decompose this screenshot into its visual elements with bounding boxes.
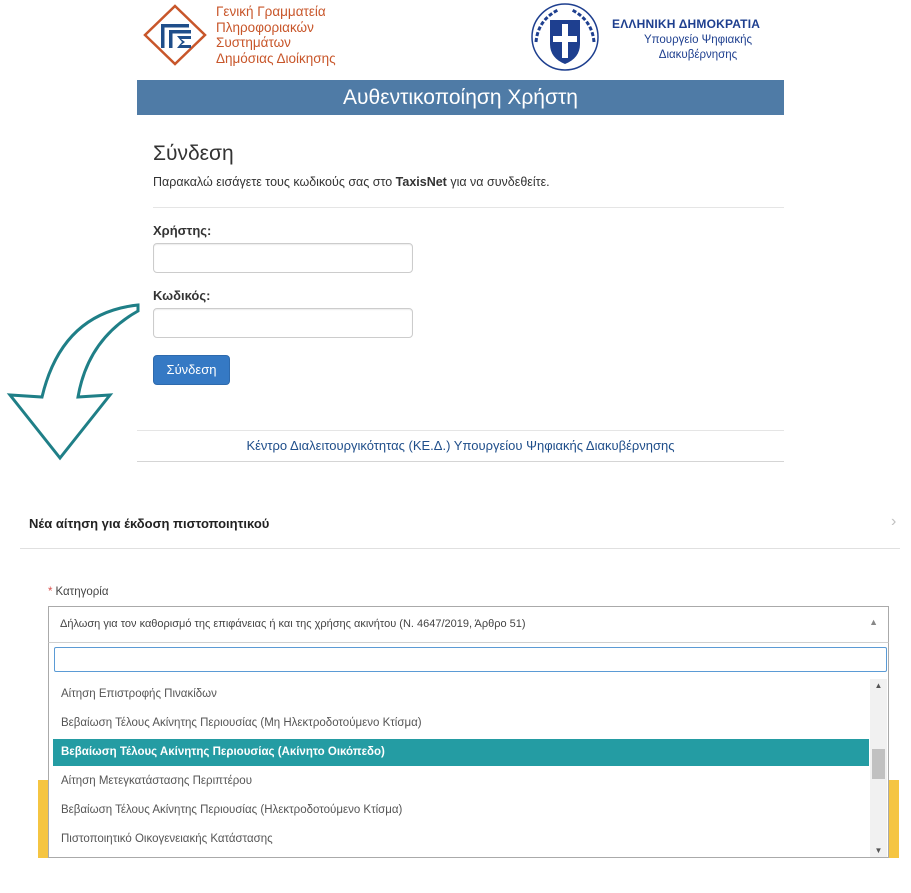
ked-footer-link[interactable]: Κέντρο Διαλειτουργικότητας (ΚΕ.Δ.) Υπουργείου Ψηφιακής Διακυβέρνησης <box>246 438 675 453</box>
dropdown-option[interactable]: Πιστοποιητικό Οικογενειακής Κατάστασης <box>61 833 273 845</box>
category-label <box>48 586 109 598</box>
divider <box>137 461 784 462</box>
dropdown-option[interactable]: Βεβαίωση Τέλους Ακίνητης Περιουσίας (Μη Ηλεκτροδοτούμενο Κτίσμα) <box>61 717 422 729</box>
gsis-logo <box>143 4 363 68</box>
dropdown-scrollbar[interactable] <box>870 679 887 858</box>
gov-title: ΕΛΛΗΝΙΚΗ ΔΗΜΟΚΡΑΤΙΑ <box>612 17 761 31</box>
category-dropdown <box>48 643 889 858</box>
category-selected-value: Δήλωση για τον καθορισμό της επιφάνειας ή και της χρήσης ακινήτου (Ν. 4647/2019, Άρθρο 51) <box>60 618 526 630</box>
scrollbar-thumb[interactable] <box>872 749 885 779</box>
category-label-text: Κατηγορία <box>55 586 109 598</box>
gov-logo <box>528 2 778 72</box>
greek-coat-of-arms-icon <box>528 2 602 72</box>
divider <box>153 207 784 208</box>
login-button[interactable]: Σύνδεση <box>153 355 230 385</box>
caret-up-icon: ▲ <box>869 617 878 627</box>
new-application-title: Νέα αίτηση για έκδοση πιστοποιητικού <box>29 516 270 531</box>
yellow-accent-bar <box>889 780 899 858</box>
login-description-before: Παρακαλώ εισάγετε τους κωδικούς σας στο <box>153 175 396 189</box>
dropdown-search-input[interactable] <box>54 647 887 672</box>
divider <box>20 548 900 549</box>
yellow-accent-bar <box>38 780 48 858</box>
chevron-right-icon[interactable]: › <box>891 513 897 530</box>
curved-down-arrow-icon <box>0 295 150 465</box>
dropdown-option-highlighted[interactable]: Βεβαίωση Τέλους Ακίνητης Περιουσίας (Ακίνητο Οικόπεδο) <box>53 739 869 766</box>
username-input[interactable] <box>153 243 413 273</box>
gsis-logo-text: Γενική Γραμματεία Πληροφοριακών Συστημάτων Δημόσιας Διοίκησης <box>216 4 336 66</box>
gsis-emblem-icon <box>143 4 207 66</box>
login-description-after: για να συνδεθείτε. <box>446 175 550 189</box>
login-description <box>153 175 550 189</box>
username-label: Χρήστης: <box>153 223 212 238</box>
dropdown-option[interactable]: Αίτηση Επιστροφής Πινακίδων <box>61 688 217 700</box>
dropdown-option[interactable]: Αίτηση Μετεγκατάστασης Περιπτέρου <box>61 775 252 787</box>
gov-subtitle: Υπουργείο Ψηφιακής Διακυβέρνησης <box>643 34 753 61</box>
login-title: Σύνδεση <box>153 142 234 165</box>
auth-header: Αυθεντικοποίηση Χρήστη <box>137 80 784 115</box>
category-select[interactable] <box>48 606 889 643</box>
required-mark: * <box>48 586 53 598</box>
divider <box>137 430 784 431</box>
scroll-down-icon[interactable]: ▼ <box>874 846 883 855</box>
taxisnet-brand: TaxisNet <box>395 175 447 189</box>
dropdown-option[interactable]: Βεβαίωση Τέλους Ακίνητης Περιουσίας (Ηλεκτροδοτούμενο Κτίσμα) <box>61 804 403 816</box>
scroll-up-icon[interactable]: ▲ <box>874 681 883 690</box>
password-label: Κωδικός: <box>153 288 211 303</box>
password-input[interactable] <box>153 308 413 338</box>
